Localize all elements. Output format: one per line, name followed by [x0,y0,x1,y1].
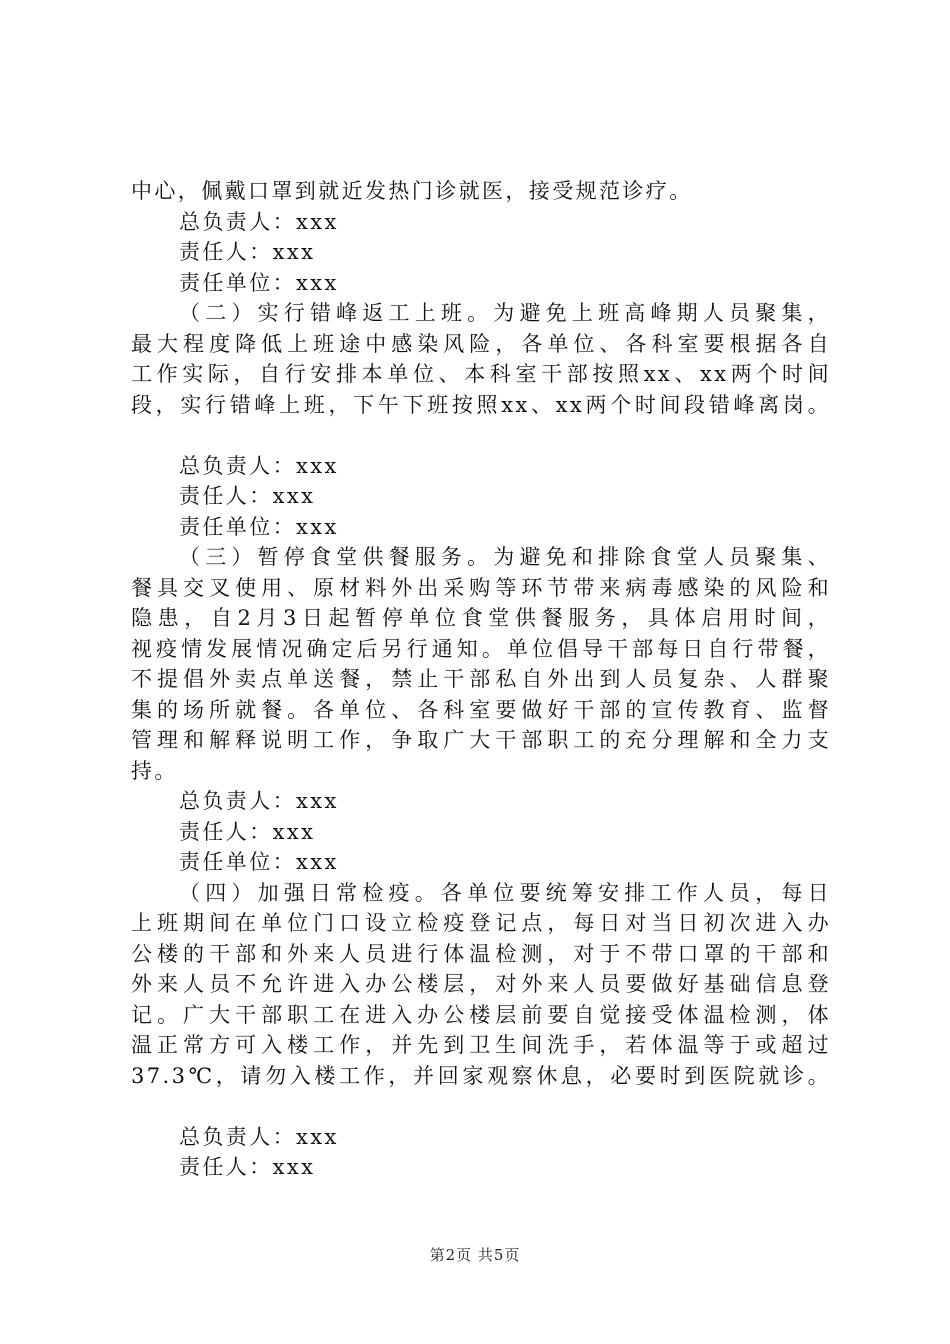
responsibility-field: 总负责人：xxx [179,209,339,234]
responsibility-field: 总负责人：xxx [179,789,339,813]
paragraph-line: 公楼的干部和外来人员进行体温检测，对于不带口罩的干部和 [131,941,831,966]
paragraph-line: 餐具交叉使用、原材料外出采购等环节带来病毒感染的风险和 [131,575,831,600]
paragraph-line: 隐患，自2月3日起暂停单位食堂供餐服务，具体启用时间， [131,606,831,630]
paragraph-line: 管理和解释说明工作，争取广大干部职工的充分理解和全力支 [131,728,831,752]
paragraph-line: （四）加强日常检疫。各单位要统筹安排工作人员，每日 [179,880,831,905]
responsibility-field: 总负责人：xxx [179,453,339,478]
blank-line [131,420,831,451]
page-footer: 第2页 共5页 [429,1246,521,1264]
paragraph-line: 不提倡外卖点单送餐，禁止干部私自外出到人员复杂、人群聚 [131,667,831,691]
paragraph-line: 温正常方可入楼工作，并先到卫生间洗手，若体温等于或超过 [131,1033,831,1057]
paragraph [131,542,831,786]
responsibility-field: 责任单位：xxx [179,514,339,539]
responsibility-field: 责任人：xxx [179,240,316,264]
responsibility-field: 责任单位：xxx [179,270,339,295]
responsibility-field: 责任人：xxx [179,819,316,844]
paragraph-line: 中心，佩戴口罩到就近发热门诊就医，接受规范诊疗。 [131,179,693,203]
responsibility-field: 总负责人：xxx [179,1124,339,1149]
paragraph-line: 工作实际，自行安排本单位、本科室干部按照xx、xx两个时间 [131,362,831,386]
paragraph-line: 视疫情发展情况确定后另行通知。单位倡导干部每日自行带餐， [131,636,831,661]
paragraph-line: （二）实行错峰返工上班。为避免上班高峰期人员聚集， [179,301,831,325]
responsibility-field: 责任人：xxx [179,1155,316,1179]
paragraph-line: 持。 [131,758,178,783]
paragraph-line: 记。广大干部职工在进入办公楼层前要自觉接受体温检测，体 [131,1002,831,1027]
responsibility-field: 责任人：xxx [179,484,316,508]
blank-line [131,1091,831,1122]
paragraph [131,298,831,420]
paragraph-line: （三）暂停食堂供餐服务。为避免和排除食堂人员聚集、 [179,545,831,569]
paragraph-line: 37.3℃，请勿入楼工作，并回家观察休息，必要时到医院就诊。 [131,1063,831,1088]
paragraph-line: 外来人员不允许进入办公楼层，对外来人员要做好基础信息登 [131,972,831,996]
paragraph-line: 段，实行错峰上班，下午下班按照xx、xx两个时间段错峰离岗。 [131,392,831,417]
paragraph-line: 集的场所就餐。各单位、各科室要做好干部的宣传教育、监督 [131,697,831,722]
responsibility-field: 责任单位：xxx [179,850,339,874]
paragraph-line: 上班期间在单位门口设立检疫登记点，每日对当日初次进入办 [131,911,831,935]
paragraph [131,176,831,207]
paragraph [131,878,831,1092]
document-body [131,176,831,1183]
paragraph-line: 最大程度降低上班途中感染风险，各单位、各科室要根据各自 [131,331,831,356]
